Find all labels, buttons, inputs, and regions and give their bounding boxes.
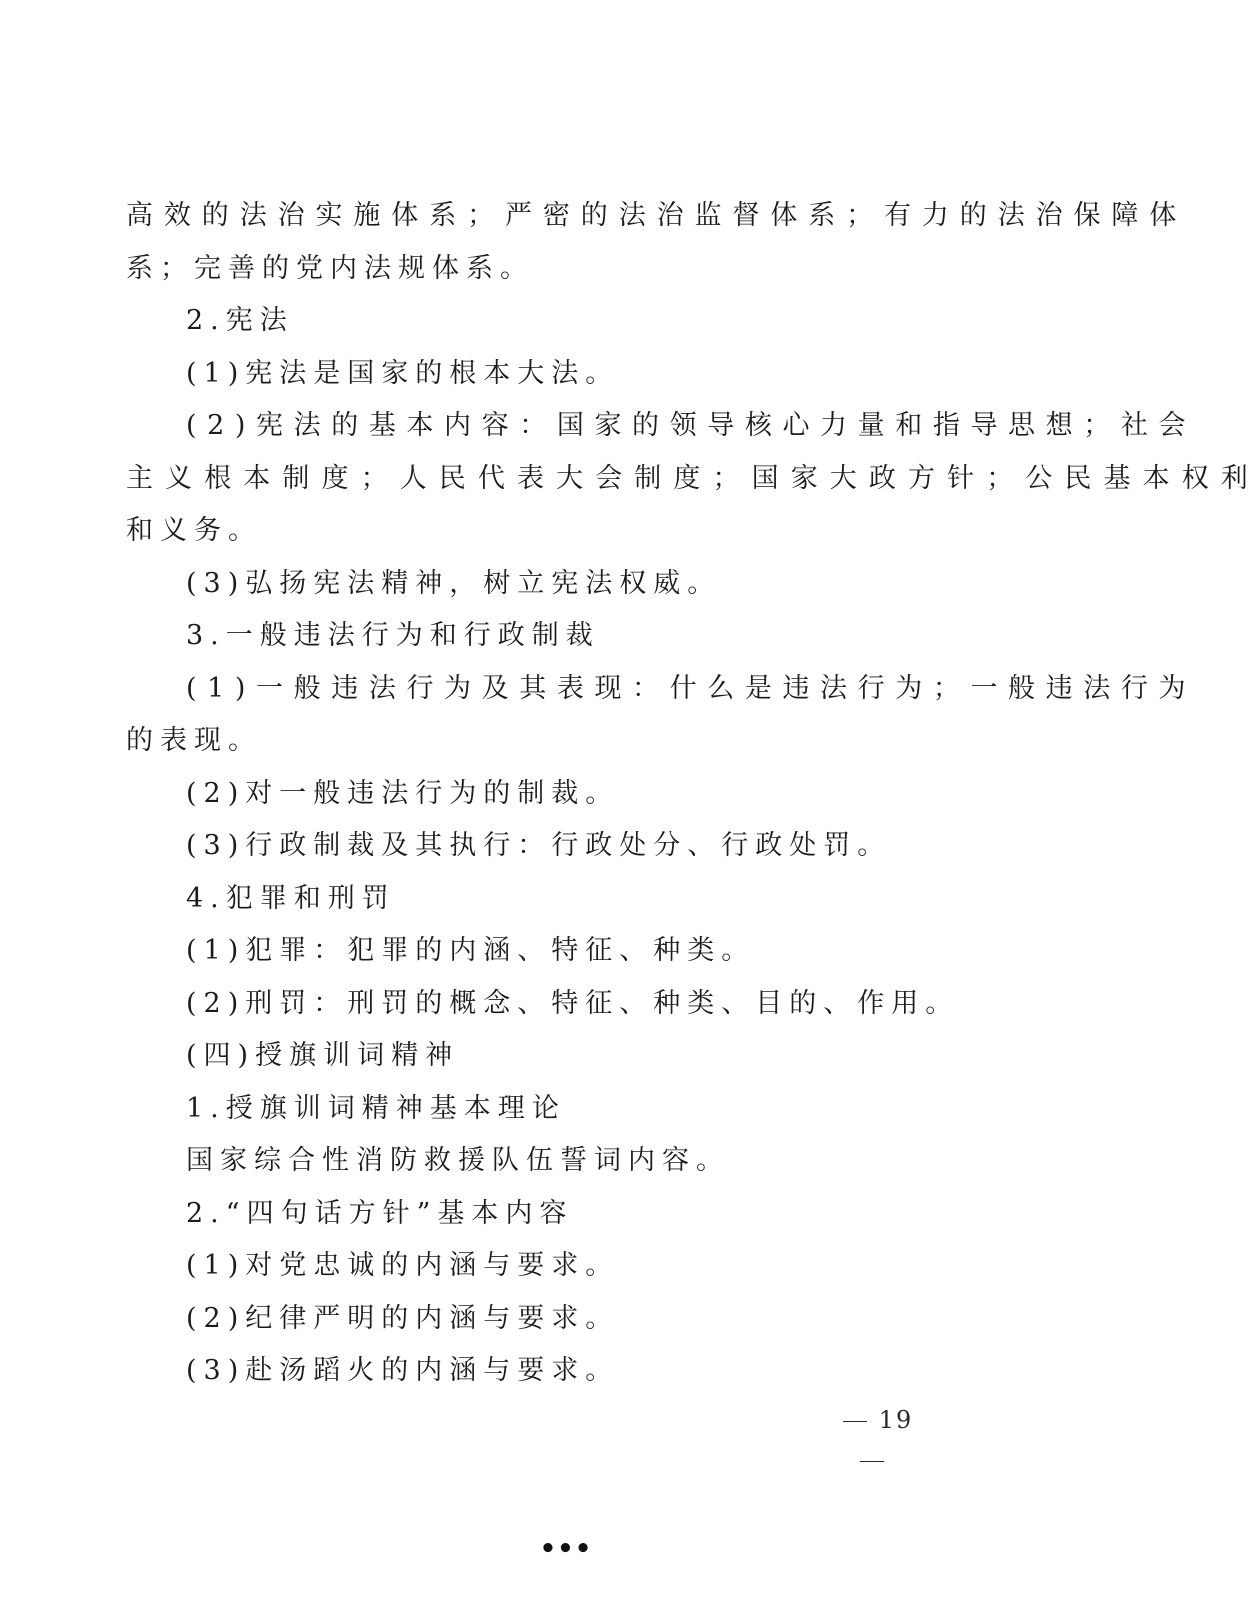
text-line-19: 国家综合性消防救援队伍誓词内容。 xyxy=(186,1145,730,1176)
text-line-6: 主义根本制度；人民代表大会制度；国家大政方针；公民基本权利 xyxy=(126,462,1260,494)
text-line-16: (2)刑罚：刑罚的概念、特征、种类、目的、作用。 xyxy=(186,987,960,1019)
text-line-7: 和义务。 xyxy=(126,515,262,546)
text-line-10: (1)一般违法行为及其表现：什么是违法行为；一般违法行为 xyxy=(186,672,1197,704)
section-heading-crime: 4.犯罪和刑罚 xyxy=(186,882,396,914)
section-heading-flag-speech: (四)授旗训词精神 xyxy=(186,1040,460,1071)
text-line-13: (3)行政制裁及其执行：行政处分、行政处罚。 xyxy=(186,830,892,861)
text-line-21: (1)对党忠诚的内涵与要求。 xyxy=(186,1250,620,1281)
text-line-22: (2)纪律严明的内涵与要求。 xyxy=(186,1302,620,1334)
text-line-15: (1)犯罪：犯罪的内涵、特征、种类。 xyxy=(186,935,756,966)
page-number-value: 19 xyxy=(878,1406,914,1434)
section-heading-illegal-acts: 3.一般违法行为和行政制裁 xyxy=(186,620,600,651)
text-line-4: (1)宪法是国家的根本大法。 xyxy=(186,357,620,389)
text-line-5: (2)宪法的基本内容：国家的领导核心力量和指导思想；社会 xyxy=(186,410,1197,441)
text-line-2: 系；完善的党内法规体系。 xyxy=(126,252,534,284)
section-heading-basic-theory: 1.授旗训词精神基本理论 xyxy=(186,1092,566,1124)
text-line-12: (2)对一般违法行为的制裁。 xyxy=(186,777,620,809)
text-line-1: 高效的法治实施体系；严密的法治监督体系；有力的法治保障体 xyxy=(126,200,1188,231)
text-line-11: 的表现。 xyxy=(126,725,262,756)
dash-left-icon xyxy=(843,1421,867,1423)
section-heading-four-sentences: 2.“四句话方针”基本内容 xyxy=(186,1197,574,1229)
section-heading-constitution: 2.宪法 xyxy=(186,305,294,336)
text-line-8: (3)弘扬宪法精神，树立宪法权威。 xyxy=(186,567,722,599)
body-text xyxy=(126,190,1260,1398)
dash-right-icon xyxy=(860,1461,884,1463)
text-line-23: (3)赴汤蹈火的内涵与要求。 xyxy=(186,1355,620,1386)
continuation-mark: ••• xyxy=(539,1534,593,1564)
page-number xyxy=(812,1400,932,1440)
